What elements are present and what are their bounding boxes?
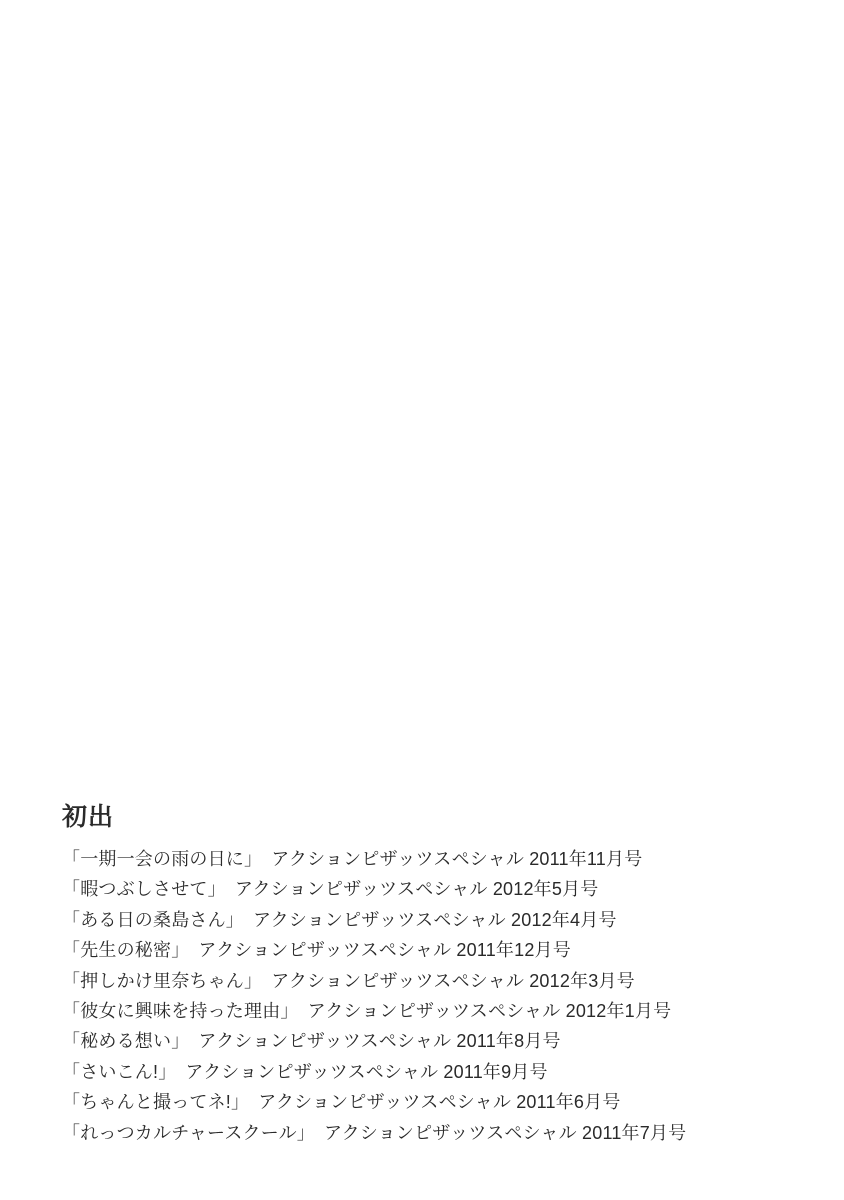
credit-line xyxy=(62,935,804,965)
first-publication-credits xyxy=(62,803,804,1148)
credit-line xyxy=(62,844,804,874)
publication-info: アクションピザッツスペシャル 2011年7月号 xyxy=(324,1122,687,1143)
credit-line xyxy=(62,905,804,935)
credit-line xyxy=(62,874,804,904)
chapter-title: 「ちゃんと撮ってネ!」 xyxy=(62,1092,250,1113)
chapter-title: 「押しかけ里奈ちゃん」 xyxy=(62,970,263,991)
credit-line xyxy=(62,1087,804,1117)
credits-heading: 初出 xyxy=(62,803,115,831)
chapter-title: 「れっつカルチャースクール」 xyxy=(62,1122,315,1143)
credit-line xyxy=(62,966,804,996)
publication-info: アクションピザッツスペシャル 2012年1月号 xyxy=(307,1001,672,1022)
chapter-title: 「ある日の桑島さん」 xyxy=(62,909,244,930)
chapter-title: 「暇つぶしさせて」 xyxy=(62,879,226,900)
credit-line xyxy=(62,1057,804,1087)
chapter-title: 「秘める想い」 xyxy=(62,1031,190,1052)
credits-list xyxy=(62,844,804,1148)
publication-info: アクションピザッツスペシャル 2012年5月号 xyxy=(234,879,599,900)
publication-info: アクションピザッツスペシャル 2011年6月号 xyxy=(258,1092,621,1113)
credit-line xyxy=(62,1026,804,1056)
chapter-title: 「彼女に興味を持った理由」 xyxy=(62,1001,299,1022)
publication-info: アクションピザッツスペシャル 2011年8月号 xyxy=(198,1031,561,1052)
publication-info: アクションピザッツスペシャル 2012年3月号 xyxy=(271,970,635,991)
publication-info: アクションピザッツスペシャル 2012年4月号 xyxy=(253,909,617,930)
credit-line xyxy=(62,996,804,1026)
credit-line xyxy=(62,1118,804,1148)
chapter-title: 「さいこん!」 xyxy=(62,1061,177,1082)
publication-info: アクションピザッツスペシャル 2011年12月号 xyxy=(198,940,571,961)
chapter-title: 「先生の秘密」 xyxy=(62,940,190,961)
publication-info: アクションピザッツスペシャル 2011年11月号 xyxy=(271,849,643,869)
chapter-title: 「一期一会の雨の日に」 xyxy=(62,849,263,869)
publication-info: アクションピザッツスペシャル 2011年9月号 xyxy=(185,1061,548,1082)
